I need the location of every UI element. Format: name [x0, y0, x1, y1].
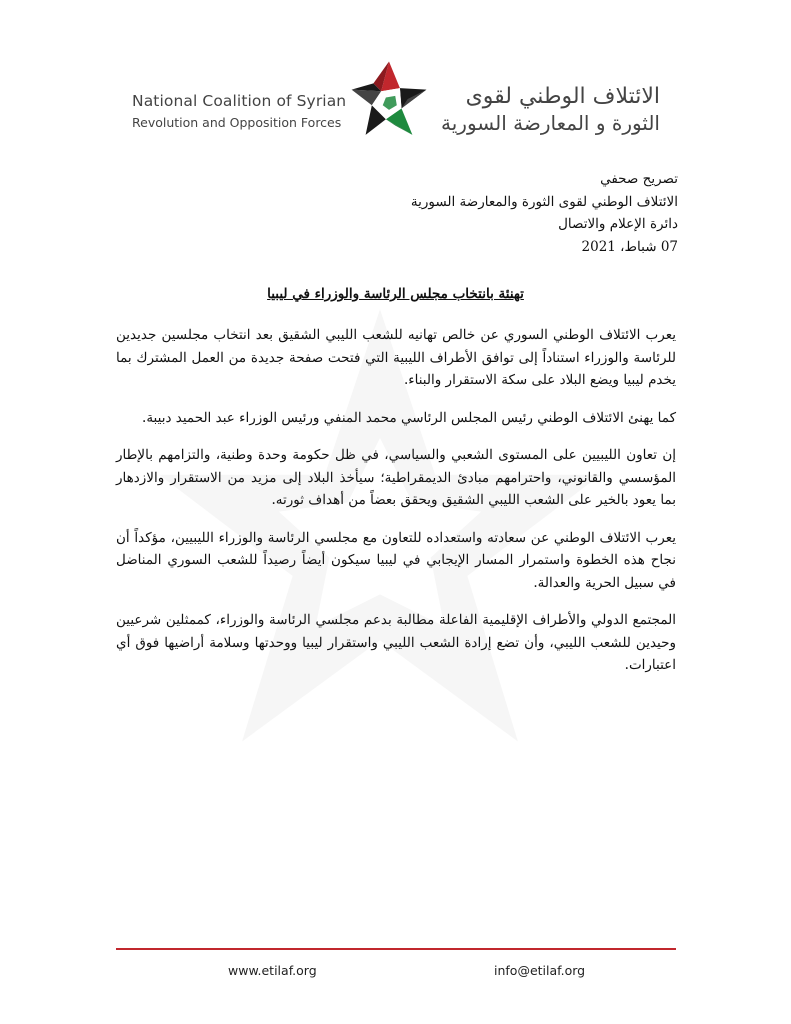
five-point-star-logo-icon [350, 60, 428, 138]
paragraph: المجتمع الدولي والأطراف الإقليمية الفاعلة مطالبة بدعم مجلسي الرئاسة والوزراء، كممثلين شرعيين وحيدين للشعب الليبي، وأن تضع إرادة الشعب الليبي واستقرار ليبيا ووحدتها وسلامة أراضيها فوق أي اعتبارات. [116, 612, 676, 673]
org-name-ar-line2: الثورة و المعارضة السورية [441, 111, 660, 135]
org-name-ar-line1: الائتلاف الوطني لقوى [465, 84, 660, 109]
press-type: تصريح صحفي [600, 171, 678, 187]
press-date: 07 شباط، 2021 [581, 238, 678, 255]
org-name-arabic [441, 84, 660, 136]
paragraph: إن تعاون الليبيين على المستوى الشعبي والسياسي، في ظل حكومة وحدة وطنية، والتزامهم بالإطار المؤسسي والقانوني، واحترامهم مبادئ الديمقراطية؛ سيأخذ البلاد إلى مزيد من الاستقرار والازدهار بما يعود بالخير على الشعب الليبي الشقيق ويحقق بعضاً من أهداف ثورته. [116, 447, 676, 508]
press-issuer: الائتلاف الوطني لقوى الثورة والمعارضة السورية [410, 193, 678, 210]
paragraph: كما يهنئ الائتلاف الوطني رئيس المجلس الرئاسي محمد المنفي ورئيس الوزراء عبد الحميد دبيبة. [142, 409, 676, 426]
press-info [411, 168, 678, 258]
press-department: دائرة الإعلام والاتصال [558, 216, 678, 232]
paragraph: يعرب الائتلاف الوطني عن سعادته واستعداده للتعاون مع مجلسي الرئاسة والوزراء الليبيين، مؤكداً أن نجاح هذه الخطوة واستمرار المسار الإيجابي في ليبيا سيكون أيضاً رصيداً للشعب السوري المناضل في سبيل الحرية والعدالة. [116, 529, 676, 591]
statement-body [116, 324, 676, 692]
org-name-en-line2: Revolution and Opposition Forces [132, 115, 342, 130]
paragraph: يعرب الائتلاف الوطني السوري عن خالص تهانيه للشعب الليبي الشقيق بعد انتخاب مجلسين جديدين للرئاسة والوزراء استناداً إلى توافق الأطراف الليبية التي فتحت صفحة جديدة من العمل المشترك بما يخدم ليبيا ويضع البلاد على سكة الاستقرار والبناء. [116, 327, 676, 388]
footer-divider [116, 948, 676, 950]
org-name-en-line1: National Coalition of Syrian [132, 92, 347, 110]
headline: تهنئة بانتخاب مجلس الرئاسة والوزراء في ليبيا [267, 286, 524, 302]
footer-email[interactable]: info@etilaf.org [494, 963, 586, 978]
org-name-english [132, 92, 346, 130]
footer-website[interactable]: www.etilaf.org [228, 963, 317, 978]
